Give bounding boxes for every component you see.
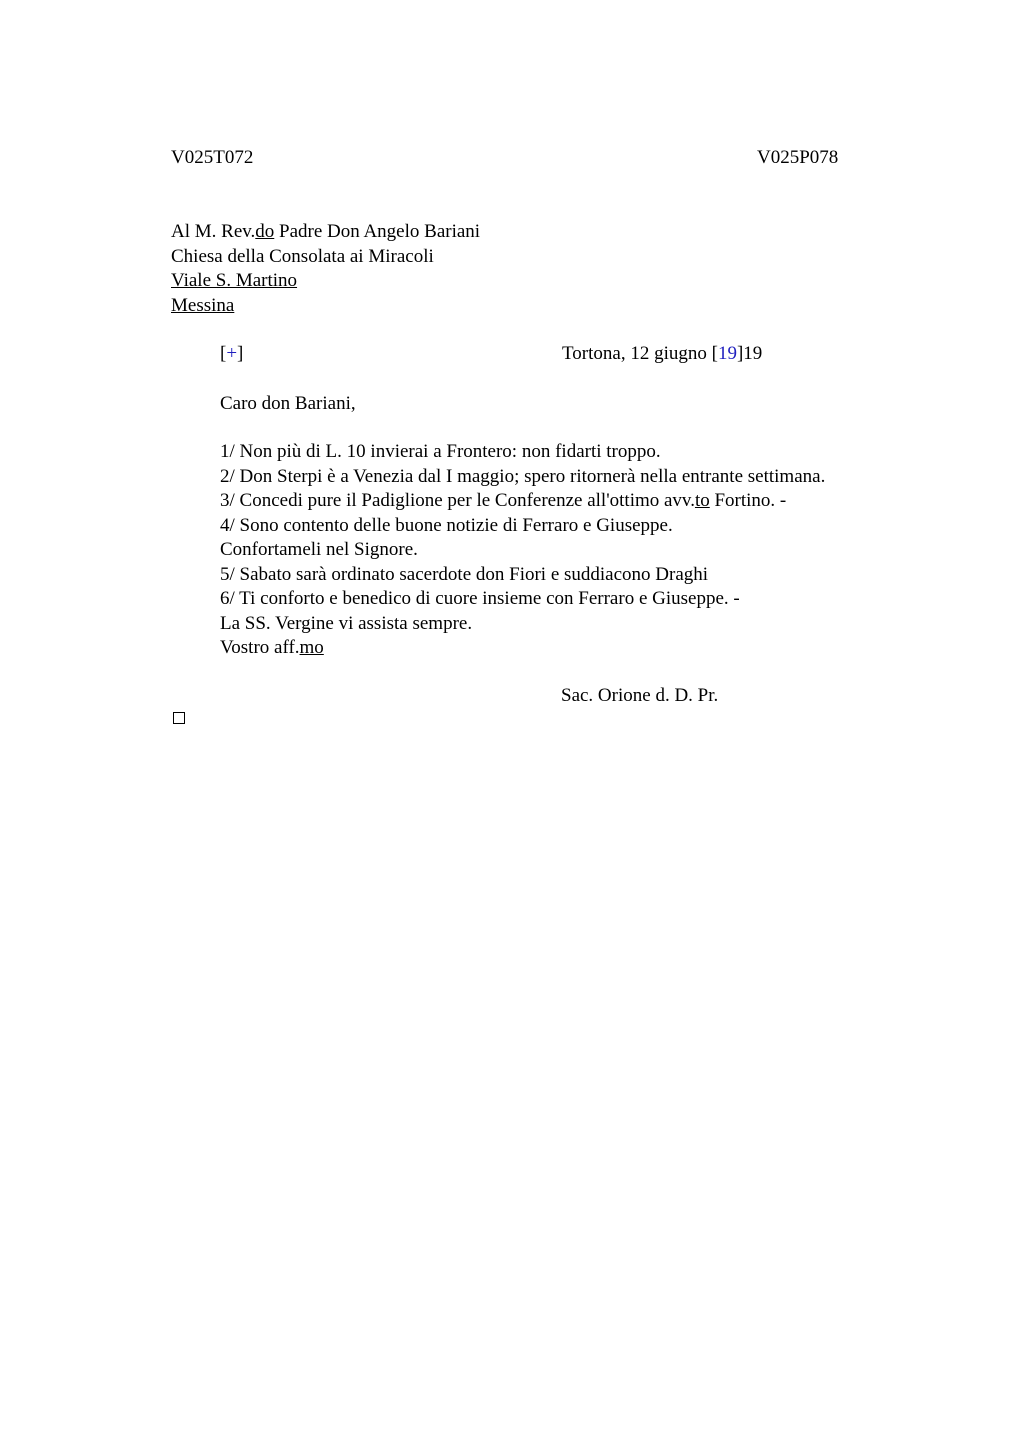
closing-sup: mo: [299, 637, 324, 658]
left-code: V025T072: [171, 147, 254, 168]
paragraph-2: 2/ Don Sterpi è a Venezia dal I maggio; spero ritornerà nella entrante settimana.: [220, 465, 826, 487]
year-added: 19: [717, 343, 737, 364]
address-block: [171, 220, 480, 318]
address-line-3: Viale S. Martino: [171, 270, 298, 291]
address-line-1-sup: do: [255, 221, 275, 242]
letter-body: [220, 440, 825, 661]
place-date: Tortona, 12 giugno: [562, 343, 712, 364]
paragraph-1: 1/ Non più di L. 10 invierai a Frontero: non fidarti troppo.: [220, 441, 661, 462]
address-line-2: Chiesa della Consolata ai Miracoli: [171, 245, 434, 267]
paragraph-3-sup: to: [694, 490, 710, 511]
signature: Sac. Orione d. D. Pr.: [561, 685, 719, 706]
cross-open: [: [220, 343, 227, 364]
paragraph-4b: Confortameli nel Signore.: [220, 539, 418, 560]
address-line-1-prefix: Al M. Rev.: [171, 221, 256, 242]
salutation: Caro don Bariani,: [220, 393, 356, 414]
address-line-1-rest: Padre Don Angelo Bariani: [274, 221, 481, 242]
year-open: [: [711, 343, 718, 364]
end-box-icon: [173, 712, 185, 724]
paragraph-3-rest: Fortino. -: [709, 490, 787, 511]
paragraph-6: 6/ Ti conforto e benedico di cuore insieme con Ferraro e Giuseppe. -: [220, 588, 740, 609]
address-line-1: [171, 220, 480, 245]
dateline: [562, 342, 762, 366]
paragraph-3-prefix: 3/ Concedi pure il Padiglione per le Conferenze all'ottimo avv.: [220, 490, 695, 511]
address-line-4: Messina: [171, 294, 235, 316]
closing: [220, 636, 825, 661]
cross-mark: [220, 342, 243, 366]
cross-symbol: +: [226, 343, 238, 364]
paragraph-3: [220, 489, 825, 514]
right-code: V025P078: [757, 147, 839, 168]
paragraph-5: 5/ Sabato sarà ordinato sacerdote don Fiori e suddiacono Draghi: [220, 563, 709, 585]
cross-close: ]: [237, 343, 244, 364]
paragraph-4: 4/ Sono contento delle buone notizie di Ferraro e Giuseppe.: [220, 514, 673, 536]
year-close: ]19: [736, 343, 763, 364]
closing-prefix: Vostro aff.: [220, 637, 300, 658]
paragraph-7: La SS. Vergine vi assista sempre.: [220, 612, 473, 634]
